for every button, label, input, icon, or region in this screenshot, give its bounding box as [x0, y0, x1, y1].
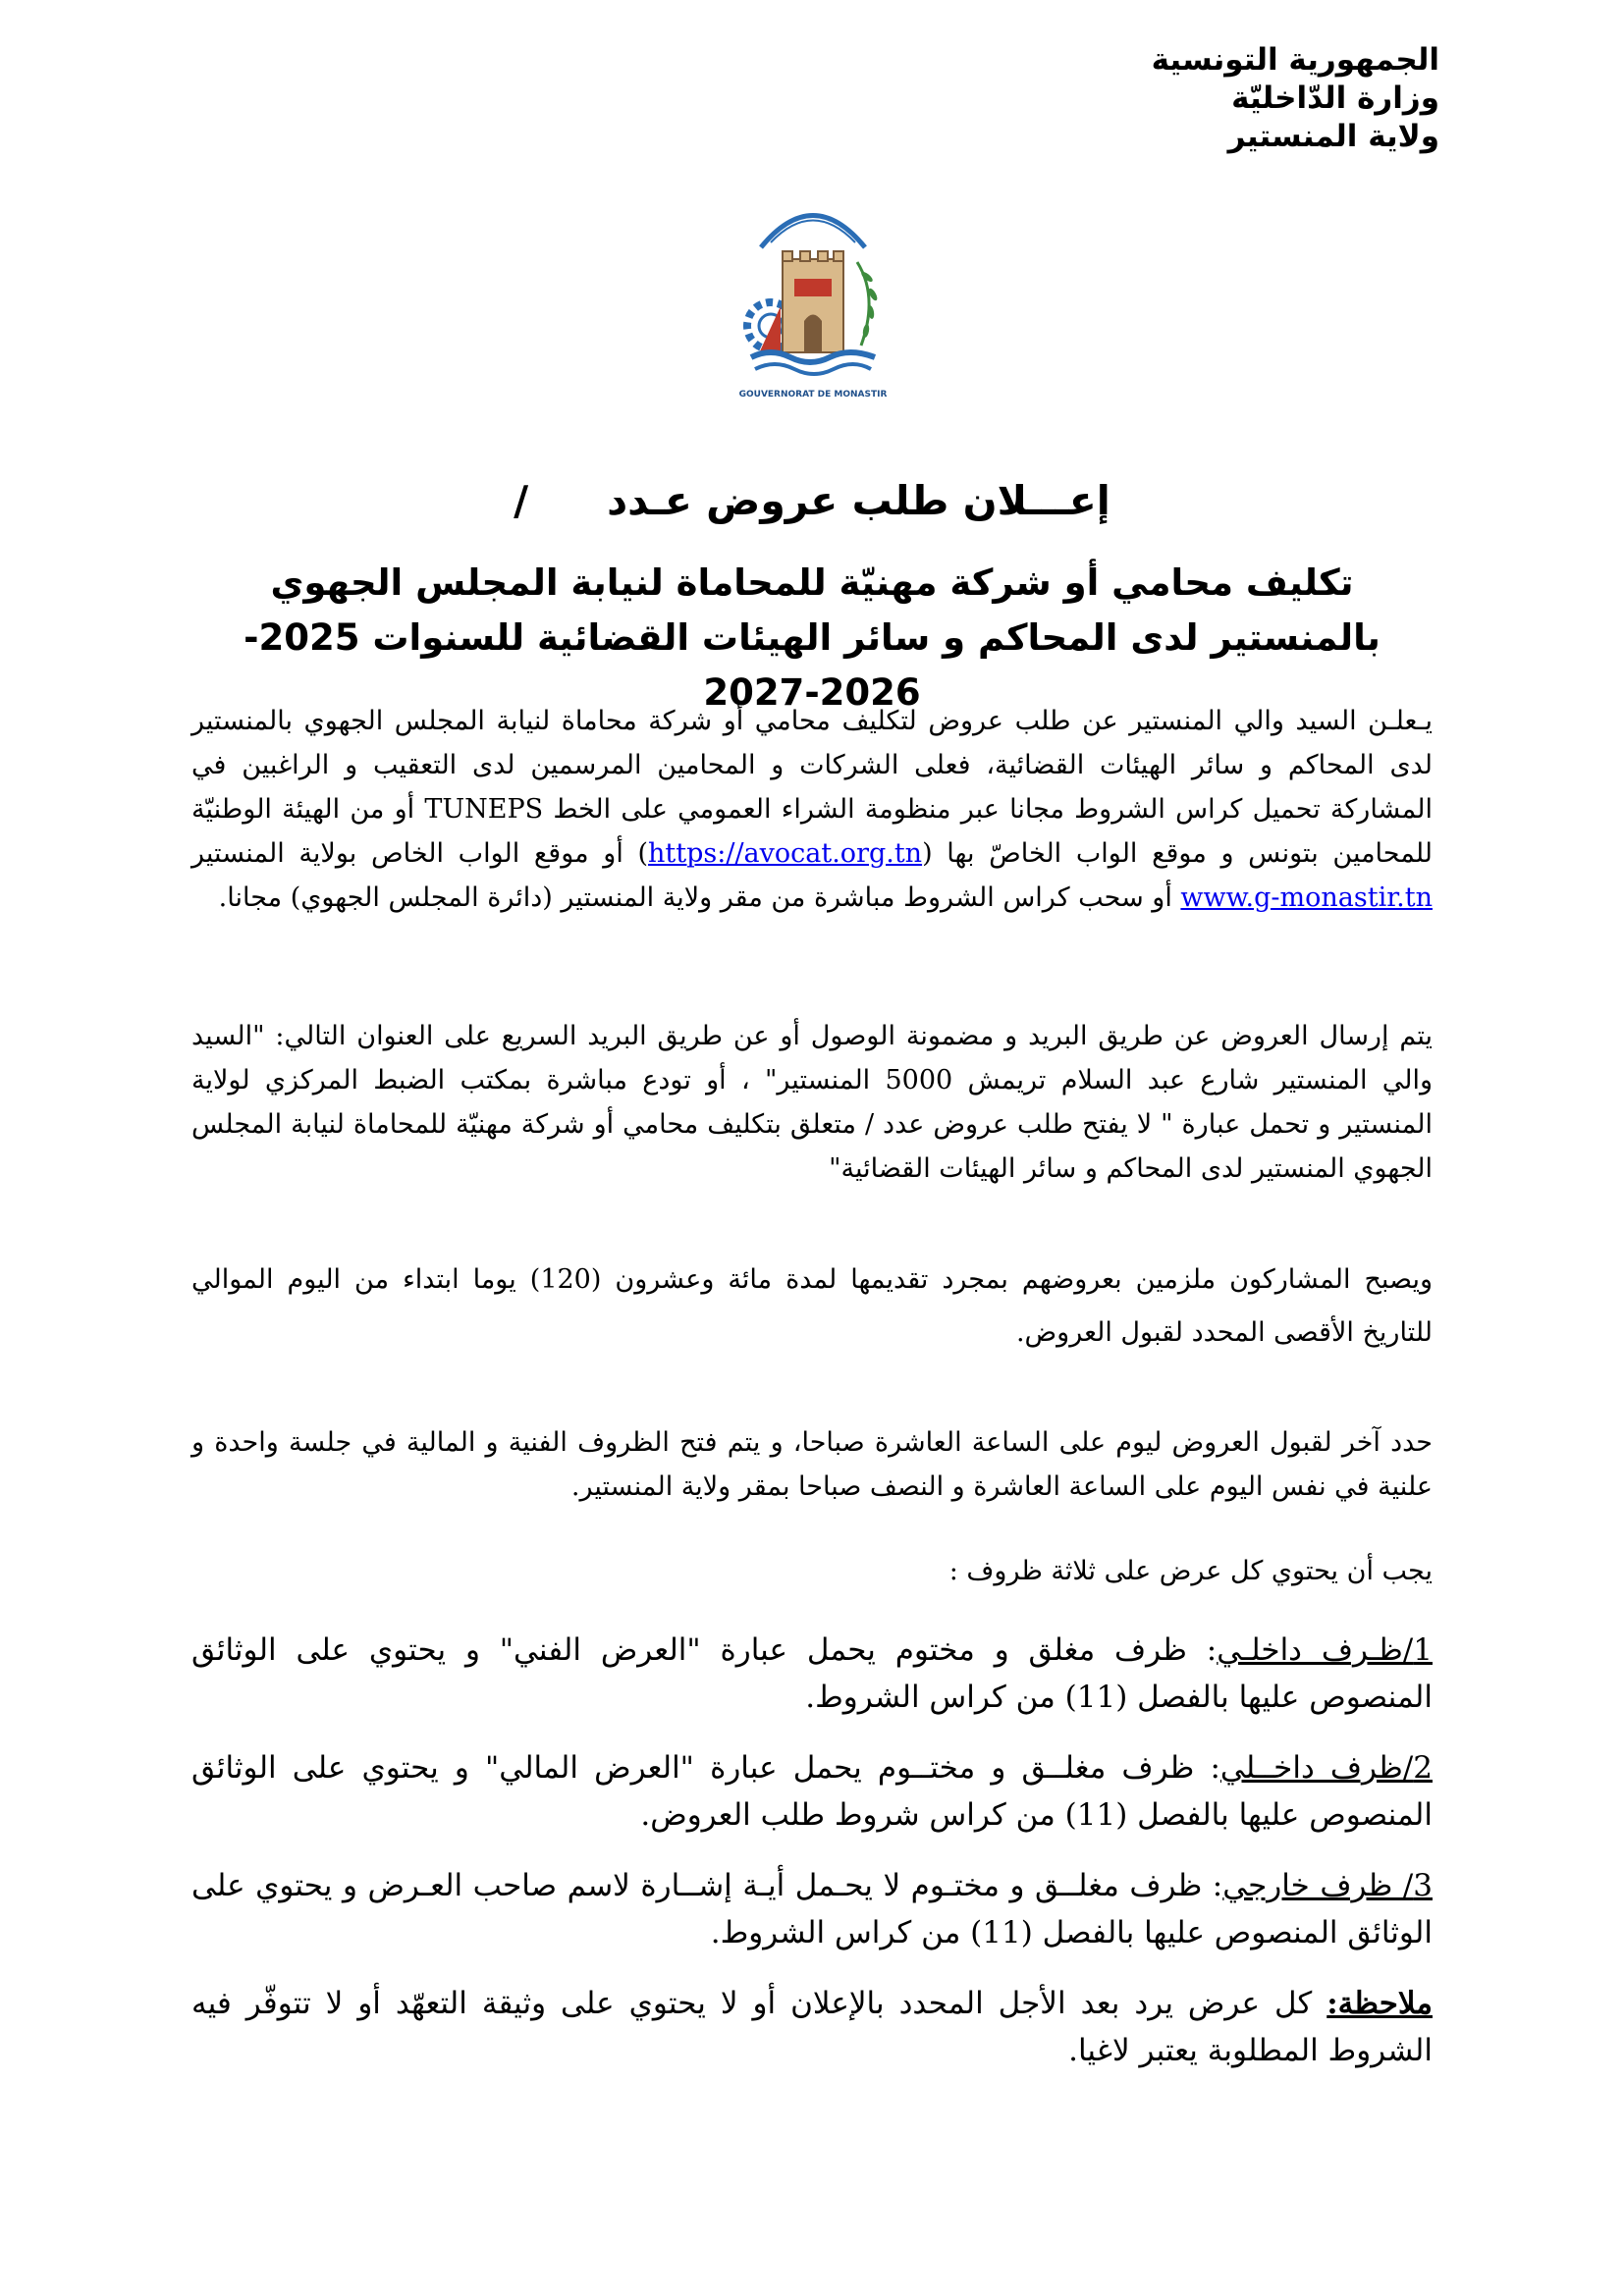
- envelope-financial-label: 2/ظرف داخــلي: [1219, 1750, 1433, 1786]
- note-text: كل عرض يرد بعد الأجل المحدد بالإعلان أو لا يحتوي على وثيقة التعهّد أو لا تتوفّر فيه الشروط المطلوبة يعتبر لاغيا.: [191, 1986, 1433, 2068]
- letterhead-governorate: ولاية المنستير: [1227, 119, 1439, 154]
- note-paragraph: [191, 1980, 1433, 2074]
- letterhead-ministry: وزارة الدّاخليّة: [1231, 80, 1439, 116]
- note-label: ملاحظة:: [1326, 1986, 1433, 2021]
- paragraph-deadline: حدد آخر لقبول العروض ليوم على الساعة العاشرة صباحا، و يتم فتح الظروف الفنية و المالية في جلسة واحدة و علنية في نفس اليوم على الساعة العاشرة و النصف صباحا بمقر ولاية المنستير.: [191, 1427, 1433, 1502]
- logo-caption: GOUVERNORAT DE MONASTIR: [738, 390, 888, 400]
- paragraph-envelopes-intro: يجب أن يحتوي كل عرض على ثلاثة ظروف :: [948, 1556, 1433, 1586]
- governorate-emblem-icon: [731, 188, 894, 404]
- invitation-text-3: ) أو موقع الواب الخاص بولاية المنستير: [191, 838, 649, 869]
- avocat-link[interactable]: https://avocat.org.tn: [648, 838, 923, 869]
- envelope-technical-label: 1/ظـرف داخلـي: [1217, 1632, 1433, 1668]
- paragraph-invitation: [191, 699, 1433, 920]
- letterhead-republic: الجمهورية التونسية: [1151, 42, 1439, 78]
- envelope-external-label: 3/ ظرف خارجي: [1222, 1868, 1433, 1903]
- envelope-financial-text: : ظرف مغلــق و مختــوم يحمل عبارة "العرض المالي" و يحتوي على الوثائق المنصوص عليها بالفصل (11) من كراس شروط طلب العروض.: [191, 1750, 1433, 1833]
- envelope-external-text: : ظرف مغلــق و مختـوم لا يحـمل أيـة إشــارة لاسم صاحب العـرض و يحتوي على الوثائق المنصوص عليها بالفصل (11) من كراس الشروط.: [191, 1868, 1433, 1950]
- invitation-text-2: أو من الهيئة الوطنيّة للمحامين بتونس و موقع الواب الخاصّ بها (: [191, 794, 1433, 869]
- envelope-technical-text: : ظرف مغلق و مختوم يحمل عبارة "العرض الفني" و يحتوي على الوثائق المنصوص عليها بالفصل (11) من كراس الشروط.: [191, 1632, 1433, 1715]
- paragraph-validity: ويصبح المشاركون ملزمين بعروضهم بمجرد تقديمها لمدة مائة وعشرون (120) يوما ابتداء من اليوم الموالي للتاريخ الأقصى المحدد لقبول العروض.: [191, 1264, 1433, 1348]
- announcement-title: [0, 473, 1624, 528]
- announcement-subject: تكليف محامي أو شركة مهنيّة للمحاماة لنيابة المجلس الجهوي بالمنستير لدى المحاكم و سائر الهيئات القضائية للسنوات 2025-2026-2027: [244, 561, 1380, 714]
- envelope-technical: [191, 1627, 1433, 1721]
- title-slash: /: [514, 477, 529, 524]
- letterhead: [1152, 41, 1439, 156]
- envelope-external: [191, 1862, 1433, 1956]
- invitation-text-4: أو سحب كراس الشروط مباشرة من مقر ولاية المنستير (دائرة المجلس الجهوي) مجانا.: [218, 882, 1172, 913]
- invitation-text-1: يـعلـن السيد والي المنستير عن طلب عروض لتكليف محامي أو شركة محاماة لنيابة المجلس الجهوي بالمنستير لدى المحاكم و سائر الهيئات القضائية، فعلى الشركات و المحامين المرسمين لدى التعقيب و الراغبين في المشاركة تحميل كراس الشروط مجانا عبر منظومة الشراء العمومي على الخط: [191, 706, 1433, 825]
- governorate-website-link[interactable]: www.g-monastir.tn: [1180, 882, 1433, 913]
- tuneps-label: TUNEPS: [424, 794, 544, 825]
- title-text: إعـــلان طلب عروض عـدد: [607, 477, 1110, 524]
- paragraph-submission: يتم إرسال العروض عن طريق البريد و مضمونة الوصول أو عن طريق البريد السريع على العنوان التالي: "السيد والي المنستير شارع عبد السلام تريمش 5000 المنستير" ، أو تودع مباشرة بمكتب الضبط المركزي لولاية المنستير و تحمل عبارة " لا يفتح طلب عروض عدد / متعلق بتكليف محامي أو شركة مهنيّة للمحاماة لنيابة المجلس الجهوي المنستير لدى المحاكم و سائر الهيئات القضائية": [191, 1021, 1434, 1184]
- governorate-logo: [731, 188, 894, 404]
- envelope-financial: [191, 1744, 1433, 1839]
